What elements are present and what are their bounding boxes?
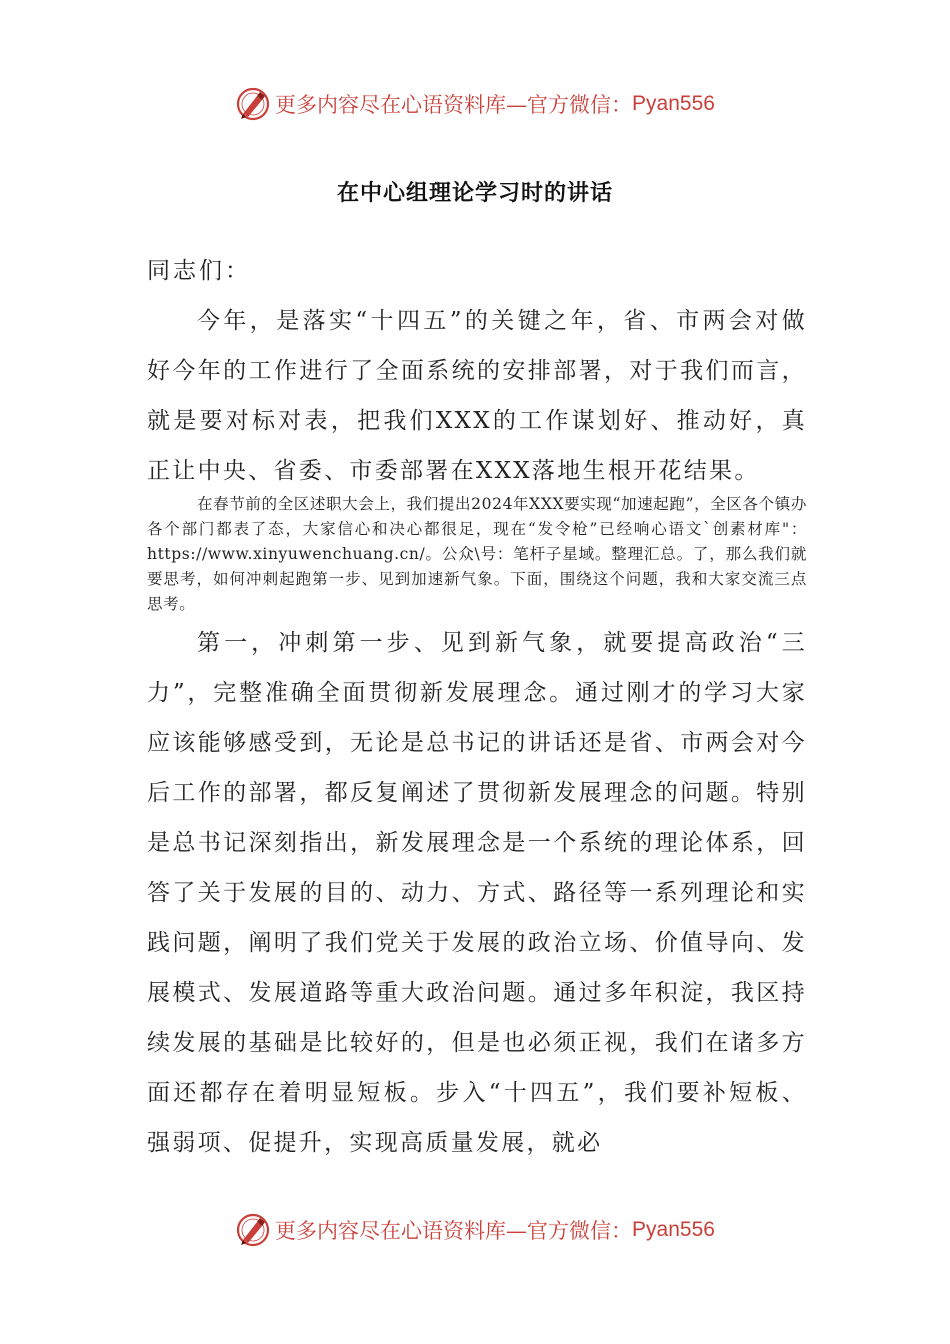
banner-text: 更多内容尽在心语资料库—官方微信： (275, 1219, 633, 1243)
header-banner (0, 84, 950, 124)
wechat-handle: Pyan556 (632, 1218, 715, 1241)
paragraph-2: 在春节前的全区述职大会上，我们提出2024年XXX要实现“加速起跑”，全区各个镇办各个部门都表了态，大家信心和决心都很足，现在“发令枪”已经响心语文`创素材库"：https://www.xinyuwenchuang.cn/。公众\号：笔杆子星域。整理汇总。了，那么我们就要思考，如何冲刺起跑第一步、见到加速新气象。下面，围绕这个问题，我和大家交流三点思考。 (147, 495, 807, 613)
paragraph-1: 今年，是落实“十四五”的关键之年，省、市两会对做好今年的工作进行了全面系统的安排部署，对于我们而言，就是要对标对表，把我们XXX的工作谋划好、推动好，真正让中央、省委、市委部署在XXX落地生根开花结果。 (147, 308, 807, 484)
footer-banner (0, 1210, 950, 1250)
banner-text: 更多内容尽在心语资料库—官方微信： (275, 93, 633, 117)
pen-logo-icon (235, 1212, 271, 1248)
paragraph-3: 第一，冲刺第一步、见到新气象，就要提高政治“三力”，完整准确全面贯彻新发展理念。通过刚才的学习大家应该能够感受到，无论是总书记的讲话还是省、市两会对今后工作的部署，都反复阐述了贯彻新发展理念的问题。特别是总书记深刻指出，新发展理念是一个系统的理论体系，回答了关于发展的目的、动力、方式、路径等一系列理论和实践问题，阐明了我们党关于发展的政治立场、价值导向、发展模式、发展道路等重大政治问题。通过多年积淀，我区持续发展的基础是比较好的，但是也必须正视，我们在诸多方面还都存在着明显短板。步入“十四五”，我们要补短板、强弱项、促提升，实现高质量发展，就必 (147, 630, 807, 1156)
document-title: 在中心组理论学习时的讲话 (336, 181, 613, 206)
pen-logo-icon (235, 86, 271, 122)
wechat-handle: Pyan556 (632, 92, 715, 115)
greeting: 同志们： (147, 258, 251, 284)
